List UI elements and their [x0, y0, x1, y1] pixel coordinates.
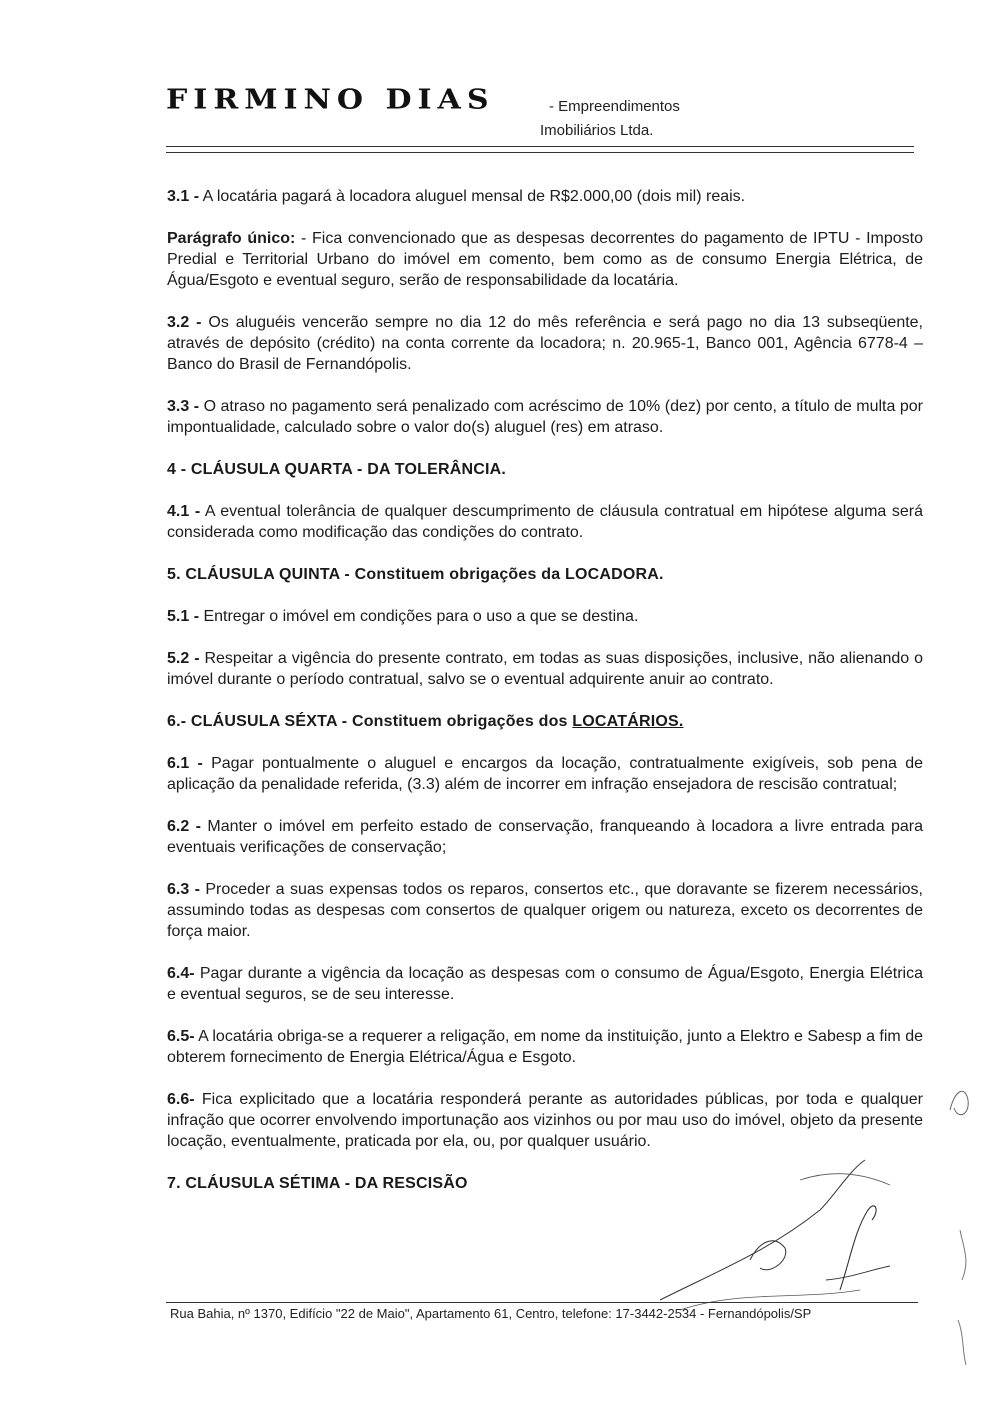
clause-number: 3.2 - [167, 314, 202, 331]
clause-3-2 [167, 312, 923, 375]
clause-6-3 [167, 879, 923, 942]
heading-underlined-text: LOCATÁRIOS. [572, 713, 684, 730]
company-logo-text: FIRMINO DIAS [166, 84, 495, 116]
company-tagline-line2: Imobiliários Ltda. [540, 122, 654, 139]
clause-number: 6.4- [167, 965, 195, 982]
heading-clause-7: 7. CLÁUSULA SÉTIMA - DA RESCISÃO [167, 1175, 468, 1192]
heading-clause-5: 5. CLÁUSULA QUINTA - Constituem obrigações da LOCADORA. [167, 566, 664, 583]
clause-number: 6.1 - [167, 755, 203, 772]
contract-body [167, 186, 923, 1215]
clause-text: Proceder a suas expensas todos os reparos, consertos etc., que doravante se fizerem necessários, assumindo todas as despesas com consertos de qualquer origem ou natureza, exceto os decorrentes de força maior. [167, 881, 923, 940]
letterhead-divider [166, 146, 914, 153]
clause-number: 5.2 - [167, 650, 200, 667]
heading-clause-4: 4 - CLÁUSULA QUARTA - DA TOLERÂNCIA. [167, 461, 507, 478]
clause-6-5 [167, 1026, 923, 1068]
clause-3-1 [167, 186, 923, 207]
clause-number: 3.3 - [167, 398, 200, 415]
clause-text: Pagar pontualmente o aluguel e encargos da locação, contratualmente exigíveis, sob pena de aplicação da penalidade referida, (3.3) além de incorrer em infração ensejadora de rescisão contratual; [167, 755, 924, 793]
clause-6-4 [167, 963, 923, 1005]
clause-6-6 [167, 1089, 923, 1152]
margin-initials [940, 1070, 990, 1370]
clause-label: Parágrafo único: [167, 230, 296, 247]
footer-address: Rua Bahia, nº 1370, Edifício "22 de Maio", Apartamento 61, Centro, telefone: 17-3442-2534 - Fernandópolis/SP [170, 1306, 812, 1321]
clause-number: 6.3 - [167, 881, 200, 898]
clause-text: A locatária obriga-se a requerer a religação, em nome da instituição, junto a Elektro e Sabesp a fim de obterem fornecimento de Energia Elétrica/Água e Esgoto. [167, 1028, 923, 1066]
clause-number: 6.2 - [167, 818, 201, 835]
clause-number: 4.1 - [167, 503, 201, 520]
clause-number: 5.1 - [167, 608, 200, 625]
clause-text: Entregar o imóvel em condições para o uso a que se destina. [199, 608, 639, 625]
paragrafo-unico [167, 228, 923, 291]
clause-number: 6.6- [167, 1091, 195, 1108]
clause-3-3 [167, 396, 923, 438]
clause-4-1 [167, 501, 923, 543]
heading-clause-6 [167, 711, 923, 732]
clause-text: A eventual tolerância de qualquer descumprimento de cláusula contratual em hipótese alguma será considerada como modificação das condições do contrato. [167, 503, 924, 541]
clause-text: Os aluguéis vencerão sempre no dia 12 do mês referência e será pago no dia 13 subseqüente, através de depósito (crédito) na conta corrente da locadora; n. 20.965-1, Banco 001, Agência 6778-4 – Banco do Brasil de Fernandópolis. [167, 314, 923, 373]
clause-5-2 [167, 648, 923, 690]
clause-5-1 [167, 606, 923, 627]
letterhead [166, 84, 926, 164]
clause-text: Pagar durante a vigência da locação as despesas com o consumo de Água/Esgoto, Energia Elétrica e eventual seguros, se de seu interesse. [167, 965, 923, 1003]
clause-text: O atraso no pagamento será penalizado com acréscimo de 10% (dez) por cento, a título de multa por impontualidade, calculado sobre o valor do(s) aluguel (res) em atraso. [167, 398, 924, 436]
clause-6-2 [167, 816, 923, 858]
clause-6-1 [167, 753, 923, 795]
clause-text: A locatária pagará à locadora aluguel mensal de R$2.000,00 (dois mil) reais. [199, 188, 746, 205]
clause-text: Manter o imóvel em perfeito estado de conservação, franqueando à locadora a livre entrada para eventuais verificações de conservação; [167, 818, 924, 856]
clause-text: - Fica convencionado que as despesas decorrentes do pagamento de IPTU - Imposto Predial e Territorial Urbano do imóvel em comento, bem como as de consumo Energia Elétrica, de Água/Esgoto e eventual seguro, serão de responsabilidade da locatária. [167, 230, 923, 289]
clause-number: 6.5- [167, 1028, 195, 1045]
clause-number: 3.1 - [167, 188, 200, 205]
clause-text: Fica explicitado que a locatária responderá perante as autoridades públicas, por toda e qualquer infração que ocorrer envolvendo importunação aos vizinhos ou por mau uso do imóvel, objeto da presente locação, eventualmente, praticada por ela, ou, por qualquer usuário. [167, 1091, 923, 1150]
clause-text: Respeitar a vigência do presente contrato, em todas as suas disposições, inclusive, não alienando o imóvel durante o período contratual, salvo se o eventual adquirente anuir ao contrato. [167, 650, 923, 688]
heading-text: 6.- CLÁUSULA SÉXTA - Constituem obrigações dos [167, 713, 573, 730]
footer-divider [166, 1302, 918, 1303]
company-tagline-line1: - Empreendimentos [549, 98, 680, 115]
